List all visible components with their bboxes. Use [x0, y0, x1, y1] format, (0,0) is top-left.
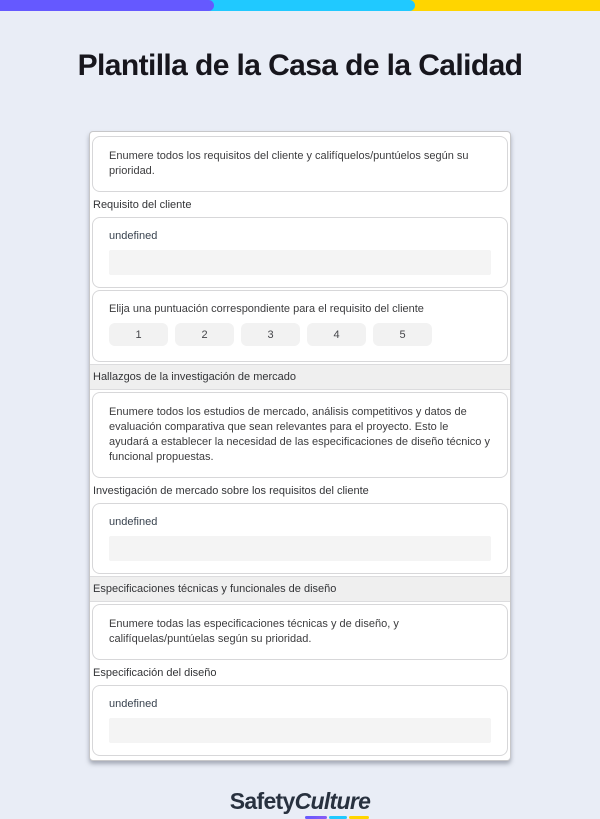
footer [0, 788, 600, 815]
section-band-market-research: Hallazgos de la investigación de mercado [90, 364, 510, 390]
market-research-input[interactable] [109, 536, 491, 561]
score-block-customer-requirement [92, 290, 508, 362]
section-label-market-research: Investigación de mercado sobre los requisitos del cliente [93, 485, 369, 497]
score-button-3[interactable]: 3 [241, 323, 300, 346]
field-block-design-spec [92, 685, 508, 756]
instruction-note-design-specs [92, 604, 508, 660]
page-title: Plantilla de la Casa de la Calidad [77, 49, 523, 82]
logo-text-safety: Safety [229, 788, 295, 814]
customer-requirement-input[interactable] [109, 250, 491, 275]
section-band-design-specs: Especificaciones técnicas y funcionales de diseño [90, 576, 510, 602]
logo-text-culture: Culture [294, 788, 371, 814]
field-block-market-research [92, 503, 508, 574]
field-label: undefined [109, 230, 158, 242]
instruction-note-market-research [92, 392, 508, 478]
score-prompt: Elija una puntuación correspondiente para el requisito del cliente [109, 303, 424, 315]
section-label-customer-requirement: Requisito del cliente [93, 199, 192, 211]
accent-segment-cyan [203, 0, 415, 11]
score-button-1[interactable]: 1 [109, 323, 168, 346]
instruction-text: Enumere todos los estudios de mercado, análisis competitivos y datos de evaluación comparativa que sean relevantes para el proyecto. Esto le ayudará a establecer la necesidad de las especificaciones de diseño técnico y funcional propuestas. [109, 406, 490, 463]
section-label-design-spec: Especificación del diseño [93, 667, 217, 679]
instruction-note-customer-requirements [92, 136, 508, 192]
top-accent-bar [0, 0, 600, 11]
field-block-customer-requirement [92, 217, 508, 288]
field-label: undefined [109, 516, 158, 528]
instruction-text: Enumere todos los requisitos del cliente y califíquelos/puntúelos según su prioridad. [109, 150, 469, 177]
score-button-row [109, 323, 491, 346]
field-label: undefined [109, 698, 158, 710]
accent-segment-purple [0, 0, 214, 11]
instruction-text: Enumere todas las especificaciones técnicas y de diseño, y califíquelas/puntúelas según su prioridad. [109, 618, 399, 645]
form-card [89, 131, 511, 761]
score-button-2[interactable]: 2 [175, 323, 234, 346]
design-spec-input[interactable] [109, 718, 491, 743]
score-button-5[interactable]: 5 [373, 323, 432, 346]
safetyculture-logo [230, 788, 370, 815]
score-button-4[interactable]: 4 [307, 323, 366, 346]
accent-segment-yellow [404, 0, 600, 11]
